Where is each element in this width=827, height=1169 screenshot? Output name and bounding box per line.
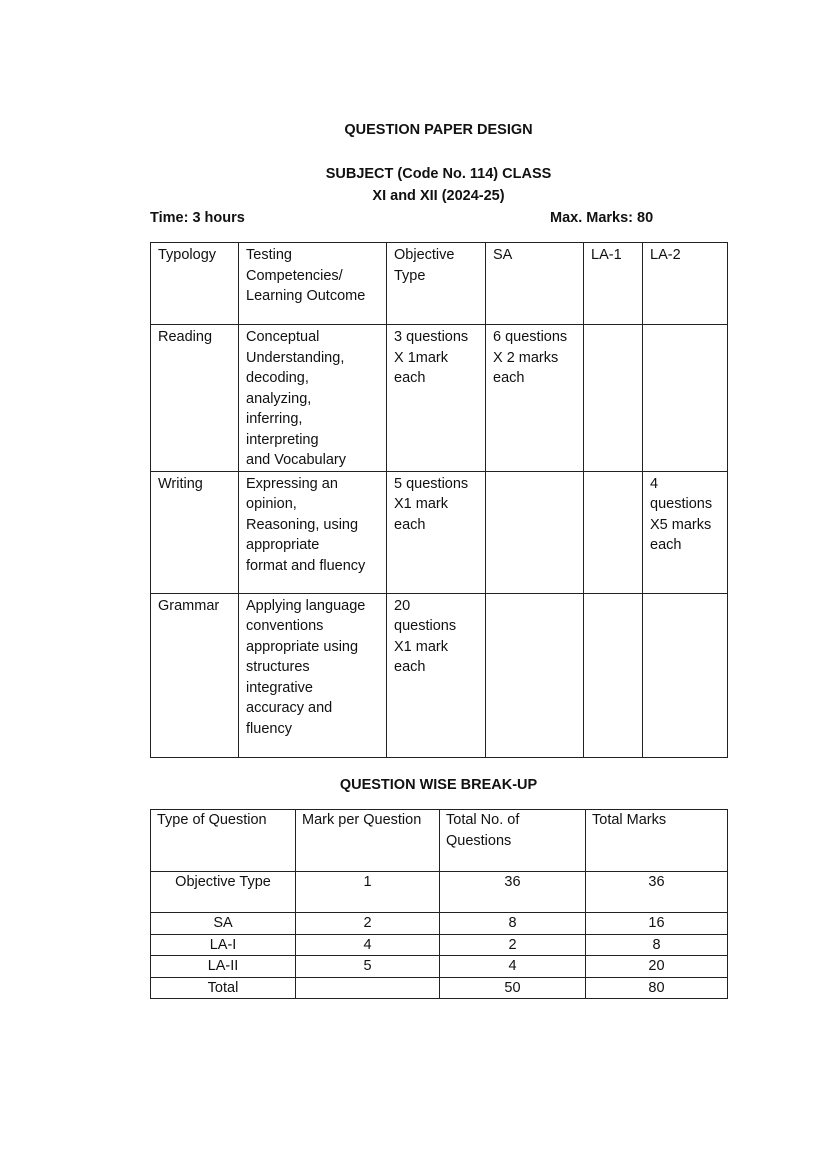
table-cell: 3 questions X 1mark each (387, 325, 486, 472)
table-cell: LA-I (151, 934, 296, 956)
table-cell: Applying language conventions appropriate using structures integrative accuracy and fluency (239, 593, 387, 757)
question-breakup-table (150, 809, 728, 999)
table-cell: Writing (151, 471, 239, 593)
design-row-grammar (151, 593, 728, 757)
table-cell: 8 (586, 934, 728, 956)
table-row (151, 872, 728, 913)
table-cell: 5 questions X1 mark each (387, 471, 486, 593)
table-cell (486, 471, 584, 593)
table-cell: 8 (440, 913, 586, 935)
table-cell: Grammar (151, 593, 239, 757)
table-cell: Reading (151, 325, 239, 472)
page-title: QUESTION PAPER DESIGN (344, 122, 533, 138)
table-cell (486, 593, 584, 757)
table-cell: 80 (586, 977, 728, 999)
subject-line-2: XI and XII (2024-25) (372, 188, 505, 204)
table-cell: 4 (440, 956, 586, 978)
header-competencies: Testing Competencies/ Learning Outcome (239, 243, 387, 325)
table-cell: 4 (296, 934, 440, 956)
subject-line-1: SUBJECT (Code No. 114) CLASS (325, 166, 552, 182)
table-cell (584, 325, 643, 472)
breakup-header-row (151, 810, 728, 872)
table-cell: 20 (586, 956, 728, 978)
table-cell: 36 (440, 872, 586, 913)
table-cell: 50 (440, 977, 586, 999)
table-cell: 16 (586, 913, 728, 935)
table-cell (296, 977, 440, 999)
header-total-marks: Total Marks (586, 810, 728, 872)
header-total-questions: Total No. of Questions (440, 810, 586, 872)
table-cell: LA-II (151, 956, 296, 978)
table-cell: 5 (296, 956, 440, 978)
header-la2: LA-2 (643, 243, 728, 325)
max-marks-label: Max. Marks: 80 (550, 210, 654, 226)
table-cell: SA (151, 913, 296, 935)
table-row (151, 913, 728, 935)
table-cell: 2 (440, 934, 586, 956)
table-cell (643, 593, 728, 757)
table-cell (584, 593, 643, 757)
table-cell: Objective Type (151, 872, 296, 913)
table-row (151, 956, 728, 978)
table-cell: Conceptual Understanding, decoding, analyzing, inferring, interpreting and Vocabulary (239, 325, 387, 472)
design-row-writing (151, 471, 728, 593)
table-cell (643, 325, 728, 472)
question-design-table (150, 242, 728, 758)
table-cell: 1 (296, 872, 440, 913)
table-row-total (151, 977, 728, 999)
header-la1: LA-1 (584, 243, 643, 325)
header-type: Type of Question (151, 810, 296, 872)
design-row-reading (151, 325, 728, 472)
design-header-row (151, 243, 728, 325)
header-objective-type: Objective Type (387, 243, 486, 325)
table-cell (584, 471, 643, 593)
table-cell: 20 questions X1 mark each (387, 593, 486, 757)
table-cell: 36 (586, 872, 728, 913)
breakup-title: QUESTION WISE BREAK-UP (339, 777, 538, 793)
header-typology: Typology (151, 243, 239, 325)
table-cell: Total (151, 977, 296, 999)
table-cell: 4 questions X5 marks each (643, 471, 728, 593)
table-row (151, 934, 728, 956)
table-cell: 6 questions X 2 marks each (486, 325, 584, 472)
table-cell: 2 (296, 913, 440, 935)
time-label: Time: 3 hours (150, 210, 245, 226)
header-sa: SA (486, 243, 584, 325)
table-cell: Expressing an opinion, Reasoning, using appropriate format and fluency (239, 471, 387, 593)
header-mark-per-question: Mark per Question (296, 810, 440, 872)
